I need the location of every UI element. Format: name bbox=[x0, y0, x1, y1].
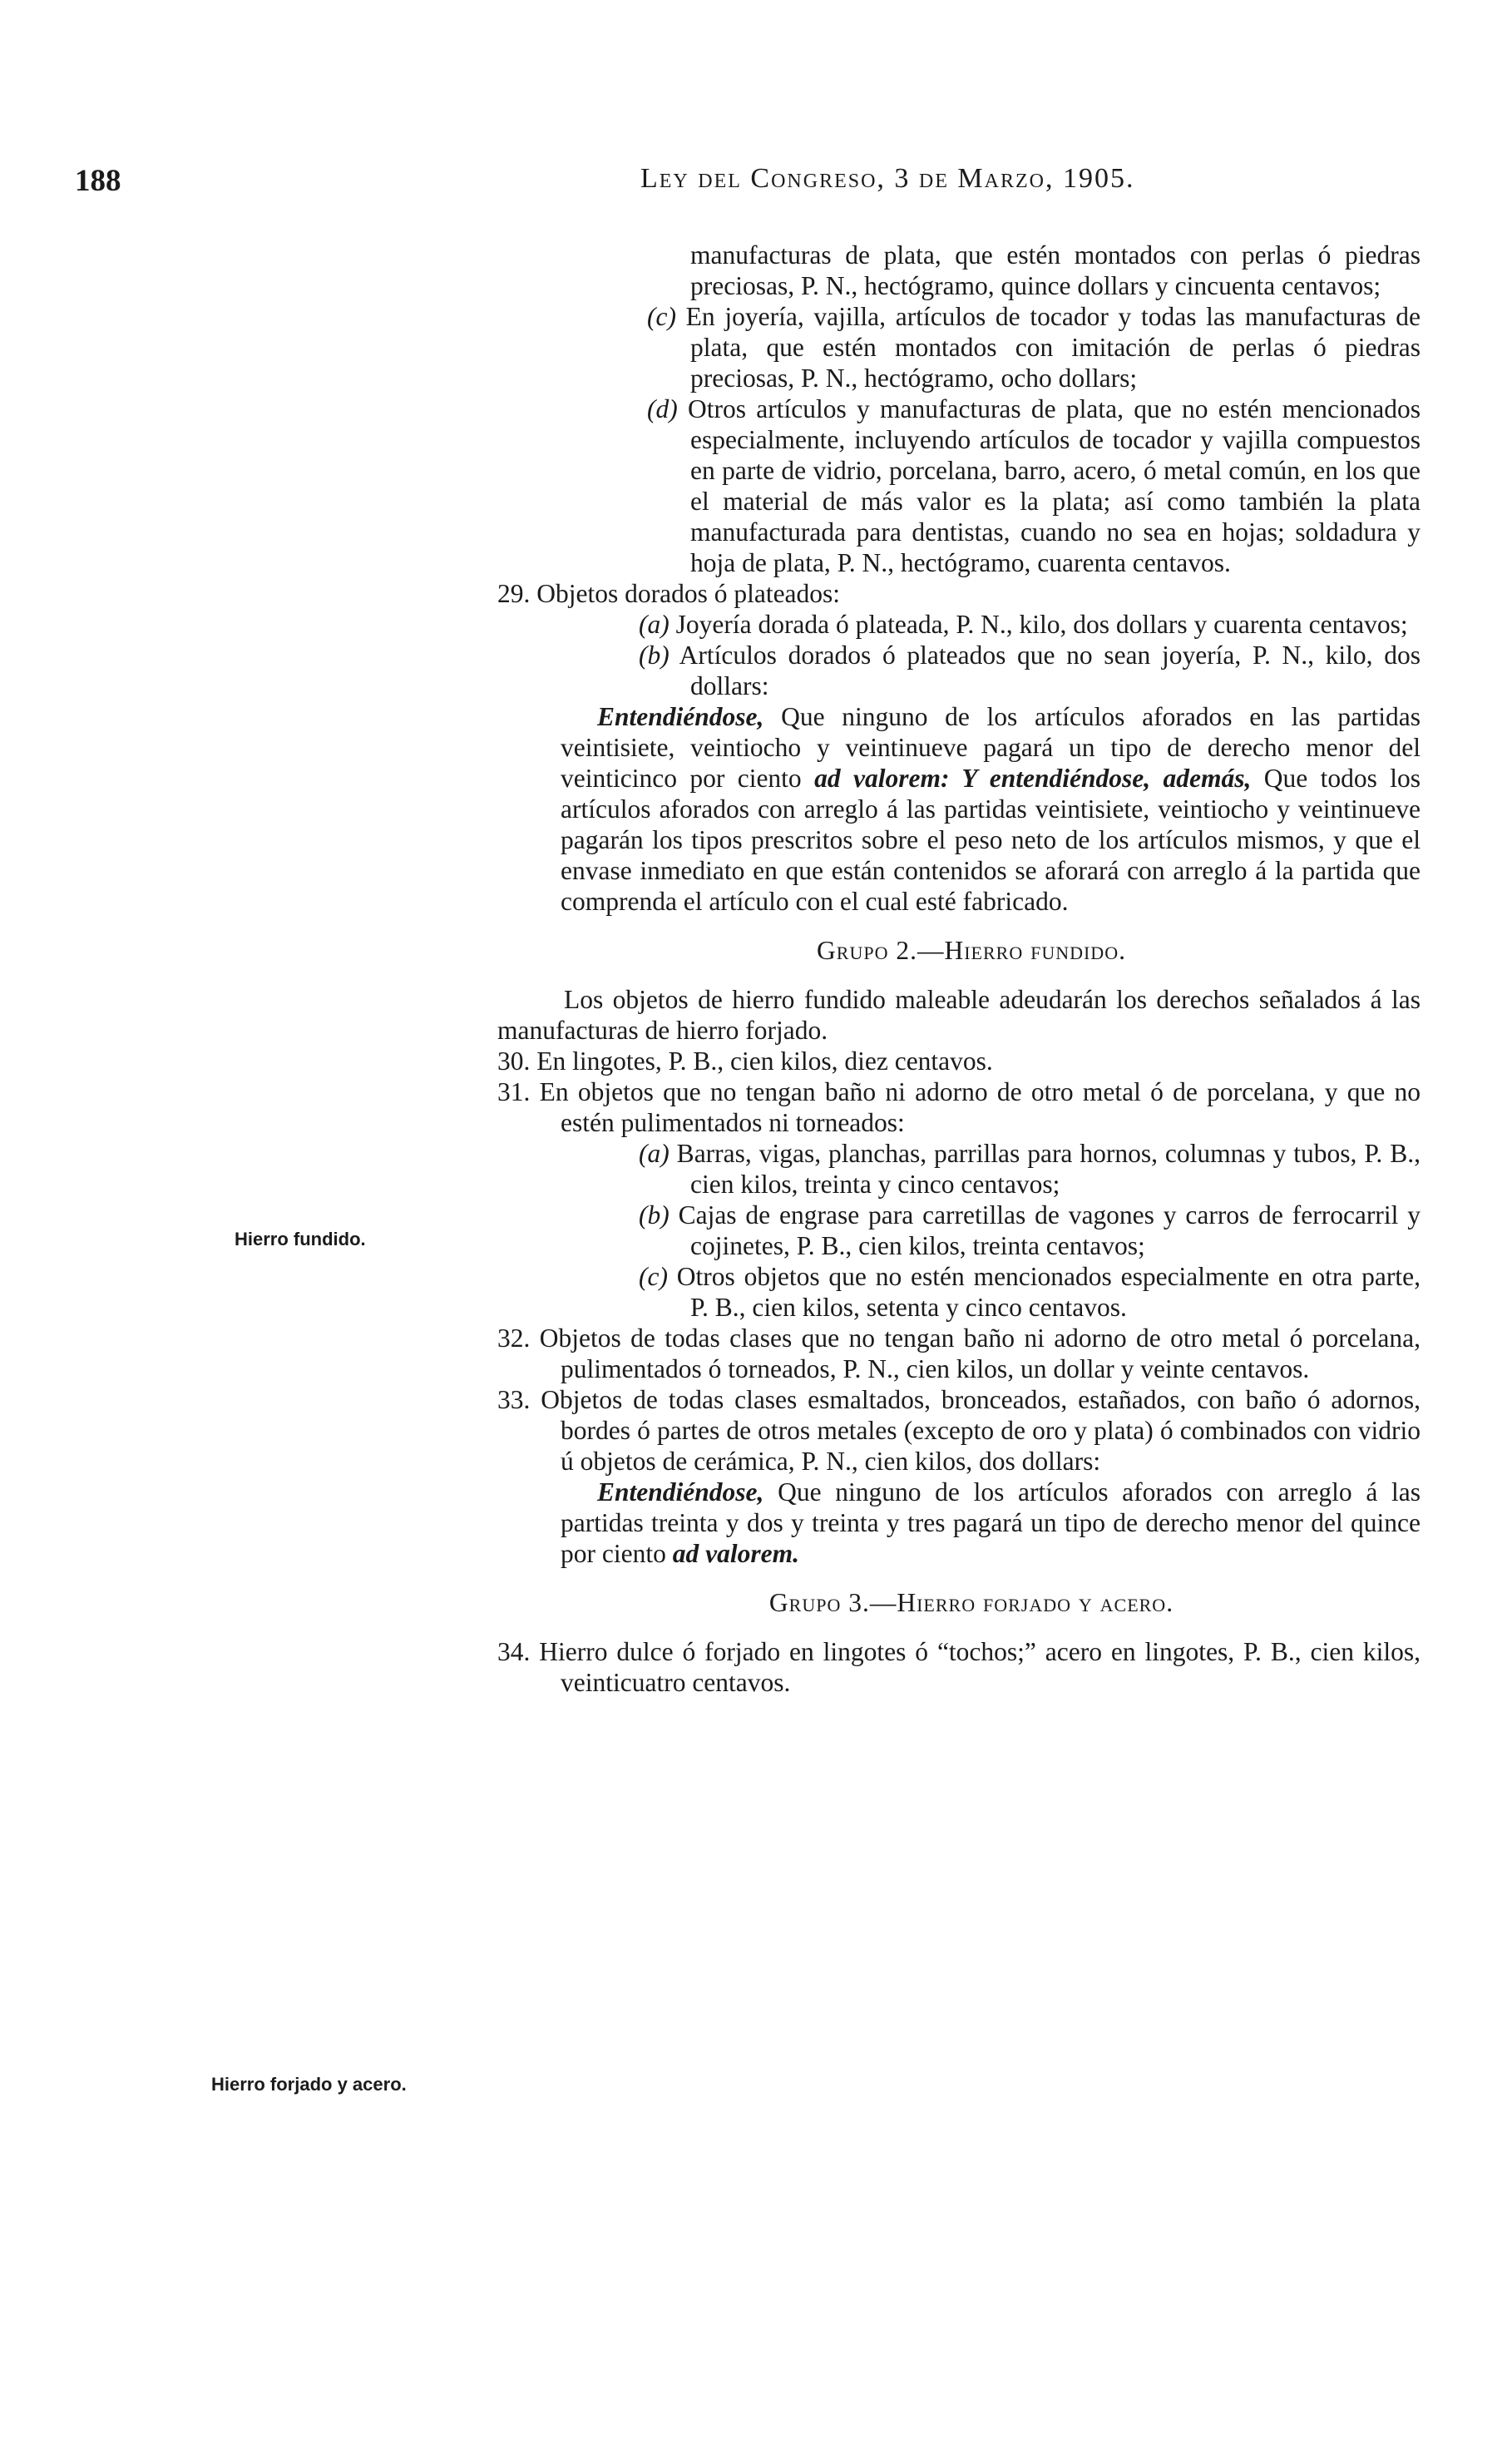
item-31c-text: Otros objetos que no estén mencionados especialmente en otra parte, P. B., cien kilos, setenta y cinco centavos. bbox=[667, 1262, 1421, 1322]
item-29a bbox=[456, 609, 1421, 640]
proviso-29-emph-1: Entendiéndose, bbox=[597, 702, 764, 731]
page-header bbox=[75, 163, 1322, 213]
item-31b bbox=[456, 1200, 1421, 1261]
grupo-2-intro: Los objetos de hierro fundido maleable adeudarán los derechos señalados á las manufacturas de hierro forjado. bbox=[497, 985, 1421, 1045]
item-34: 34. Hierro dulce ó forjado en lingotes ó “tochos;” acero en lingotes, P. B., cien kilos, veinticuatro centavos. bbox=[497, 1637, 1421, 1697]
proviso-29-text-1: Que ninguno de los artículos aforados en las partidas veintisiete, veintiocho y veintinueve pagará un tipo de derecho menor del veinticinco por ciento bbox=[561, 702, 1421, 793]
heading-grupo-2: Grupo 2.—Hierro fundido. bbox=[817, 936, 1126, 965]
item-31a bbox=[456, 1138, 1421, 1200]
item-31b-label: (b) bbox=[639, 1200, 670, 1229]
item-28b-continuation: manufacturas de plata, que estén montados con perlas ó piedras preciosas, P. N., hectógramo, quince dollars y cincuenta centavos; bbox=[690, 240, 1421, 300]
proviso-33 bbox=[456, 1477, 1421, 1569]
item-29a-text: Joyería dorada ó plateada, P. N., kilo, dos dollars y cuarenta centavos; bbox=[669, 610, 1408, 639]
item-28d-label: (d) bbox=[647, 394, 678, 423]
item-31c-label: (c) bbox=[639, 1262, 668, 1291]
item-29: 29. Objetos dorados ó plateados: bbox=[497, 579, 841, 608]
item-31a-label: (a) bbox=[639, 1139, 670, 1168]
proviso-33-emph-1: Entendiéndose, bbox=[597, 1477, 764, 1507]
item-29b-label: (b) bbox=[639, 641, 670, 670]
document-body bbox=[456, 240, 1421, 1698]
proviso-33-emph-2: ad valorem. bbox=[672, 1539, 799, 1568]
proviso-33-text-1: Que ninguno de los artículos aforados con arreglo á las partidas treinta y dos y treinta y tres pagará un tipo de derecho menor del quince por ciento bbox=[561, 1477, 1421, 1568]
item-29a-label: (a) bbox=[639, 610, 670, 639]
proviso-29-emph-2: ad valorem: Y entendiéndose, además, bbox=[814, 764, 1252, 793]
page-number: 188 bbox=[75, 164, 121, 198]
item-28c-text: En joyería, vajilla, artículos de tocador y todas las manufacturas de plata, que estén montados con imitación de perlas ó piedras preciosas, P. N., hectógramo, ocho dollars; bbox=[675, 302, 1421, 393]
proviso-29 bbox=[456, 701, 1421, 917]
item-31b-text: Cajas de engrase para carretillas de vagones y carros de ferrocarril y cojinetes, P. B., cien kilos, treinta centavos; bbox=[669, 1200, 1421, 1260]
margin-note-hierro-forjado: Hierro forjado y acero. bbox=[211, 2074, 407, 2095]
margin-note-hierro-fundido: Hierro fundido. bbox=[235, 1229, 366, 1249]
heading-grupo-3: Grupo 3.—Hierro forjado y acero. bbox=[768, 1588, 1174, 1617]
item-28d bbox=[456, 393, 1421, 578]
item-33: 33. Objetos de todas clases esmaltados, bronceados, estañados, con baño ó adornos, bordes ó partes de otros metales (excepto de oro y plata) ó combinados con vidrio ú objetos de cerámica, P. N., cien kilos, dos dollars: bbox=[497, 1385, 1421, 1476]
item-28c bbox=[456, 301, 1421, 393]
item-30: 30. En lingotes, P. B., cien kilos, diez centavos. bbox=[497, 1046, 993, 1076]
item-28d-text: Otros artículos y manufacturas de plata, que no estén mencionados especialmente, incluyendo artículos de tocador y vajilla compuestos en parte de vidrio, porcelana, barro, acero, ó metal común, en los que el material de más valor es la plata; así como también la plata manufacturada para dentistas, cuando no sea en hojas; soldadura y hoja de plata, P. N., hectógramo, cuarenta centavos. bbox=[677, 394, 1421, 577]
item-31a-text: Barras, vigas, planchas, parrillas para hornos, columnas y tubos, P. B., cien kilos, treinta y cinco centavos; bbox=[669, 1139, 1421, 1199]
running-title: Ley del Congreso, 3 de Marzo, 1905. bbox=[640, 163, 1135, 194]
item-28c-label: (c) bbox=[647, 302, 676, 331]
item-31: 31. En objetos que no tengan baño ni adorno de otro metal ó de porcelana, y que no estén pulimentados ni torneados: bbox=[497, 1077, 1421, 1137]
item-31c bbox=[456, 1261, 1421, 1323]
item-29b bbox=[456, 640, 1421, 701]
item-32: 32. Objetos de todas clases que no tengan baño ni adorno de otro metal ó porcelana, pulimentados ó torneados, P. N., cien kilos, un dollar y veinte centavos. bbox=[497, 1323, 1421, 1383]
proviso-29-text-2: Que todos los artículos aforados con arreglo á las partidas veintisiete, veintiocho y veintinueve pagarán los tipos prescritos sobre el peso neto de los artículos mismos, y que el envase inmediato en que están contenidos se aforará con arreglo á la partida que comprenda el artículo con el cual esté fabricado. bbox=[561, 764, 1421, 916]
item-29b-text: Artículos dorados ó plateados que no sean joyería, P. N., kilo, dos dollars: bbox=[669, 641, 1421, 700]
